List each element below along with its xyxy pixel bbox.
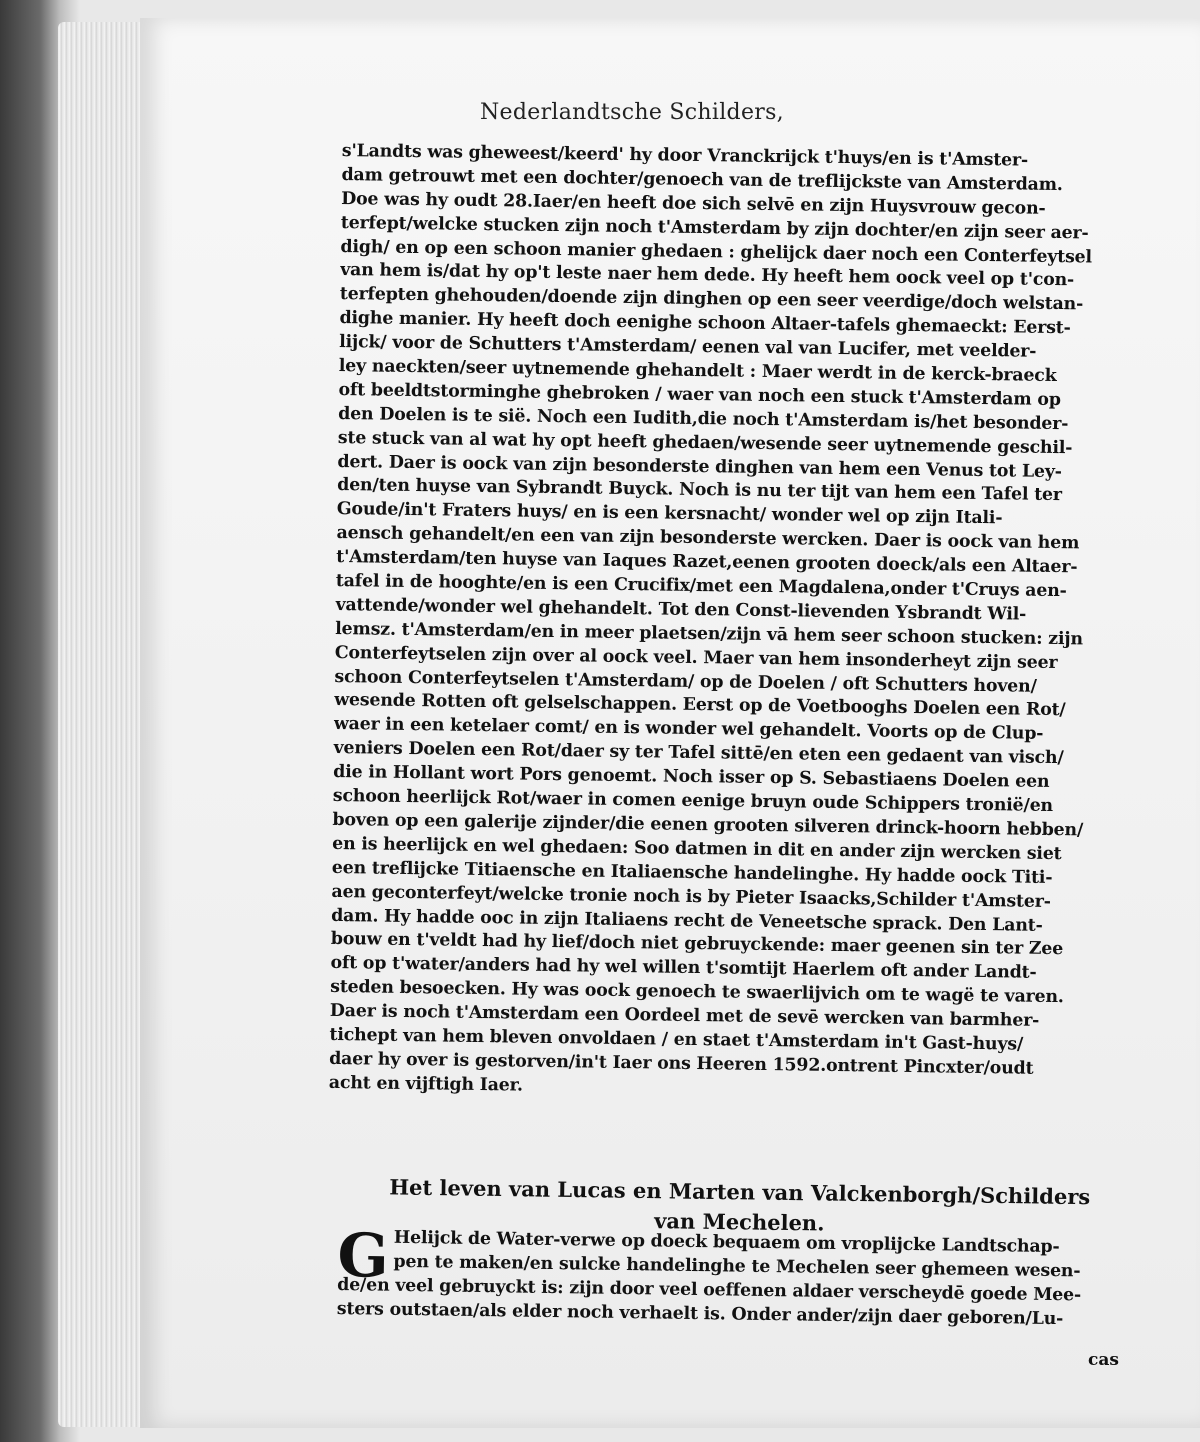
section-heading-line-1: Het leven van Lucas en Marten van Valckenborgh/Schilders	[389, 1174, 1091, 1210]
running-title: Nederlandtsche Schilders,	[480, 100, 784, 125]
text-line: schoon Conterfeytselen t'Amsterdam/ op de Doelen / oft Schutters hoven/	[334, 666, 1037, 697]
text-line: dam. Hy hadde ooc in zijn Italiaens recht de Veneetsche sprack. Den Lant-	[331, 905, 1043, 936]
paragraph-line: pen te maken/en sulcke handelinghe te Mechelen seer ghemeen wesen-	[393, 1251, 1081, 1282]
paragraph-line: de/en veel gebruyckt is: zijn door veel oeffenen aldaer verscheydē goede Mee-	[337, 1274, 1082, 1306]
text-line: vattende/wonder wel ghehandelt. Tot den Const-lievenden Ysbrandt Wil-	[335, 594, 1027, 625]
text-line: t'Amsterdam/ten huyse van Iaques Razet,eenen grooten doeck/als een Altaer-	[336, 547, 1078, 578]
text-line: dam getrouwt met een dochter/genoech van de treflijckste van Amsterdam.	[341, 164, 1063, 195]
text-line: aensch gehandelt/en een van zijn besonderste wercken. Daer is oock van hem	[336, 523, 1080, 554]
paragraph-line: Helijck de Water-verwe op doeck bequaem om vroplijcke Landtschap-	[393, 1227, 1060, 1258]
catchword: cas	[1088, 1350, 1119, 1370]
text-line: bouw en t'veldt had hy lief/doch niet gebruyckende: maer geenen sin ter Zee	[330, 929, 1064, 960]
text-line: wesende Rotten oft gelselschappen. Eerst op de Voetbooghs Doelen een Rot/	[334, 690, 1066, 721]
text-line: Goude/in't Fraters huys/ en is een kersnacht/ wonder wel op zijn Itali-	[336, 499, 1003, 529]
text-line: ley naeckten/seer uytnemende ghehandelt : Maer werdt in de kerck-braeck	[338, 355, 1057, 387]
text-line: waer in een ketelaer comt/ en is wonder wel gehandelt. Voorts op de Clup-	[333, 714, 1044, 745]
text-line: acht en vijftigh Iaer.	[328, 1072, 523, 1096]
text-line: dighe manier. Hy heeft doch eenighe schoon Altaer-tafels ghemaeckt: Eerst-	[339, 308, 1071, 339]
text-line: boven op een galerije zijnder/die eenen grooten silveren drinck-hoorn hebben/	[332, 809, 1084, 841]
text-line: en is heerlijck en wel ghedaen: Soo datmen in dit en ander zijn wercken siet	[332, 833, 1062, 864]
text-line: lijck/ voor de Schutters t'Amsterdam/ eenen val van Lucifer, met veelder-	[339, 332, 1037, 362]
drop-cap: G	[337, 1221, 390, 1292]
text-line: van hem is/dat hy op't leste naer hem dede. Hy heeft hem oock veel op t'con-	[340, 260, 1075, 291]
text-line: een treflijcke Titiaensche en Italiaensche handelinghe. Hy hadde oock Titi-	[331, 857, 1053, 888]
page-edges	[58, 22, 153, 1427]
text-line: tafel in de hooghte/en is een Crucifix/met een Magdalena,onder t'Cruys aen-	[335, 570, 1067, 602]
text-line: dert. Daer is oock van zijn besonderste dinghen van hem een Venus tot Ley-	[337, 451, 1062, 482]
text-line: steden besoecken. Hy was oock genoech te swaerlijvich om te wagë te varen.	[330, 977, 1064, 1008]
text-line: ste stuck van al wat hy opt heeft ghedaen/wesende seer uytnemende geschil-	[337, 427, 1073, 458]
text-line: die in Hollant wort Pors genoemt. Noch isser op S. Sebastiaens Doelen een	[333, 762, 1050, 793]
text-line: schoon heerlijck Rot/waer in comen eenige bruyn oude Schippers tronië/en	[332, 785, 1054, 817]
text-line: den/ten huyse van Sybrandt Buyck. Noch is nu ter tijt van hem een Tafel ter	[337, 475, 1062, 506]
body-text	[329, 140, 1160, 1107]
text-line: oft op t'water/anders had hy wel willen t'somtijt Haerlem oft ander Landt-	[330, 953, 1037, 984]
text-line: tichept van hem bleven onvoldaen / en staet t'Amsterdam in't Gast-huys/	[329, 1024, 1024, 1055]
paragraph-line: sters outstaen/als elder noch verhaelt is. Onder ander/zijn daer geboren/Lu-	[336, 1298, 1064, 1329]
text-line: Doe was hy oudt 28.Iaer/en heeft doe sich selvē en zijn Huysvrouw gecon-	[341, 188, 1046, 219]
text-line: den Doelen is te sië. Noch een Iudith,die noch t'Amsterdam is/het besonder-	[338, 403, 1069, 434]
text-line: lemsz. t'Amsterdam/en in meer plaetsen/zijn vā hem seer schoon stucken: zijn	[335, 618, 1084, 650]
text-line: terfept/welcke stucken zijn noch t'Amsterdam by zijn dochter/en zijn seer aer-	[340, 212, 1089, 244]
section-heading-line-2: van Mechelen.	[654, 1208, 825, 1236]
text-line: aen geconterfeyt/welcke tronie noch is by Pieter Isaacks,Schilder t'Amster-	[331, 881, 1051, 912]
text-line: s'Landts was gheweest/keerd' hy door Vranckrijck t'huys/en is t'Amster-	[341, 140, 1029, 171]
text-line: oft beeldtstorminghe ghebroken / waer van noch een stuck t'Amsterdam op	[338, 379, 1061, 410]
text-line: daer hy over is gestorven/in't Iaer ons Heeren 1592.ontrent Pincxter/oudt	[329, 1048, 1034, 1079]
text-line: Conterfeytselen zijn over al oock veel. Maer van hem insonderheyt zijn seer	[334, 642, 1058, 673]
text-line: veniers Doelen een Rot/daer sy ter Tafel sittē/en eten een gedaent van visch/	[333, 738, 1064, 769]
text-line: digh/ en op een schoon manier ghedaen : ghelijck daer noch een Conterfeytsel	[340, 236, 1093, 268]
text-line: terfepten ghehouden/doende zijn dinghen op een seer veerdige/doch welstan-	[339, 284, 1084, 315]
text-line: Daer is noch t'Amsterdam een Oordeel met de sevē wercken van barmher-	[329, 1000, 1040, 1031]
